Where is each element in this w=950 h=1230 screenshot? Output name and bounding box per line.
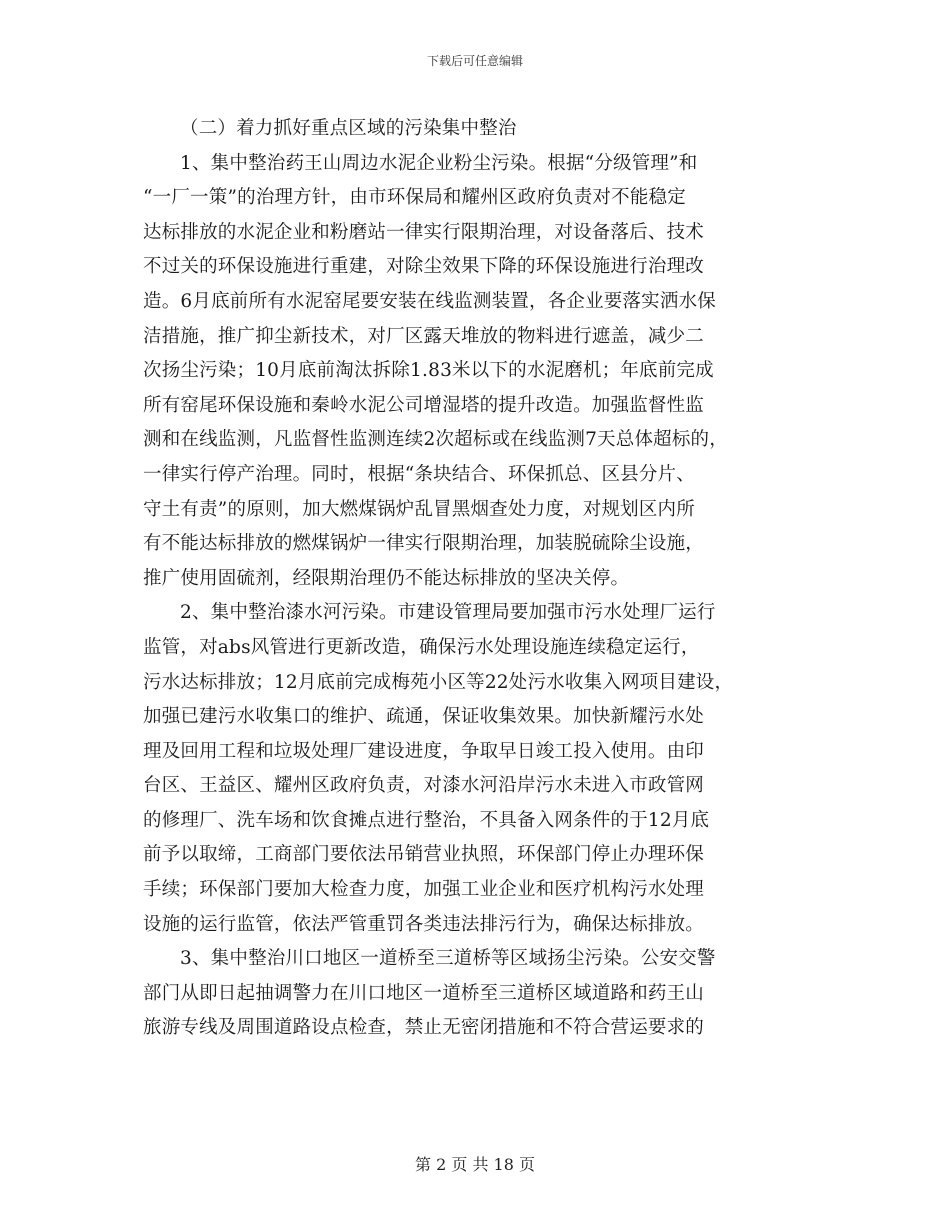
text-line: 造。6月底前所有水泥窑尾要安装在线监测装置，各企业要落实洒水保 xyxy=(143,290,716,312)
page-header: 下载后可任意编辑 xyxy=(426,54,523,68)
text-line: 设施的运行监管，依法严管重罚各类违法排污行为，确保达标排放。 xyxy=(143,913,705,935)
text-line: 理及回用工程和垃圾处理厂建设进度，争取早日竣工投入使用。由印 xyxy=(143,740,705,762)
text-line: 1、集中整治药王山周边水泥企业粉尘污染。根据“分级管理”和 xyxy=(180,152,698,174)
text-line: “一厂一策”的治理方针，由市环保局和耀州区政府负责对不能稳定 xyxy=(143,187,686,209)
text-line: 洁措施，推广抑尘新技术，对厂区露天堆放的物料进行遮盖，减少二 xyxy=(143,325,705,347)
text-line: 加强已建污水收集口的维护、疏通，保证收集效果。加快新耀污水处 xyxy=(143,706,705,728)
section-heading: （二）着力抓好重点区域的污染集中整治 xyxy=(180,118,517,139)
text-line: 前予以取缔，工商部门要依法吊销营业执照，环保部门停止办理环保 xyxy=(143,844,705,866)
text-line: 监管，对abs风管进行更新改造，确保污水处理设施连续稳定运行， xyxy=(143,636,700,658)
text-line: 所有窑尾环保设施和秦岭水泥公司增湿塔的提升改造。加强监督性监 xyxy=(143,394,705,416)
text-line: 污水达标排放；12月底前完成梅苑小区等22处污水收集入网项目建设， xyxy=(143,671,734,693)
document-body xyxy=(143,112,803,1046)
text-line: 旅游专线及周围道路设点检查，禁止无密闭措施和不符合营运要求的 xyxy=(143,1017,705,1039)
text-line: 有不能达标排放的燃煤锅炉一律实行限期治理，加装脱硫除尘设施， xyxy=(143,533,705,555)
text-line: 台区、王益区、耀州区政府负责，对漆水河沿岸污水未进入市政管网 xyxy=(143,775,705,797)
text-line: 不过关的环保设施进行重建，对除尘效果下降的环保设施进行治理改 xyxy=(143,256,705,278)
text-line: 推广使用固硫剂，经限期治理仍不能达标排放的坚决关停。 xyxy=(143,567,630,589)
text-line: 测和在线监测，凡监督性监测连续2次超标或在线监测7天总体超标的， xyxy=(143,429,728,451)
text-line: 部门从即日起抽调警力在川口地区一道桥至三道桥区域道路和药王山 xyxy=(143,982,705,1004)
text-line: 次扬尘污染；10月底前淘汰拆除1.83米以下的水泥磨机；年底前完成 xyxy=(143,360,714,382)
text-line: 的修理厂、洗车场和饮食摊点进行整治，不具备入网条件的于12月底 xyxy=(143,809,710,831)
text-line: 守土有责”的原则，加大燃煤锅炉乱冒黑烟查处力度，对规划区内所 xyxy=(143,498,695,520)
text-line: 一律实行停产治理。同时，根据“条块结合、环保抓总、区县分片、 xyxy=(143,463,695,485)
text-line: 3、集中整治川口地区一道桥至三道桥等区域扬尘污染。公安交警 xyxy=(180,948,716,970)
text-line: 2、集中整治漆水河污染。市建设管理局要加强市污水处理厂运行 xyxy=(180,602,716,624)
text-line: 达标排放的水泥企业和粉磨站一律实行限期治理，对设备落后、技术 xyxy=(143,221,705,243)
text-line: 手续；环保部门要加大检查力度，加强工业企业和医疗机构污水处理 xyxy=(143,879,705,901)
page-number-footer: 第 2 页 共 18 页 xyxy=(415,1155,535,1174)
